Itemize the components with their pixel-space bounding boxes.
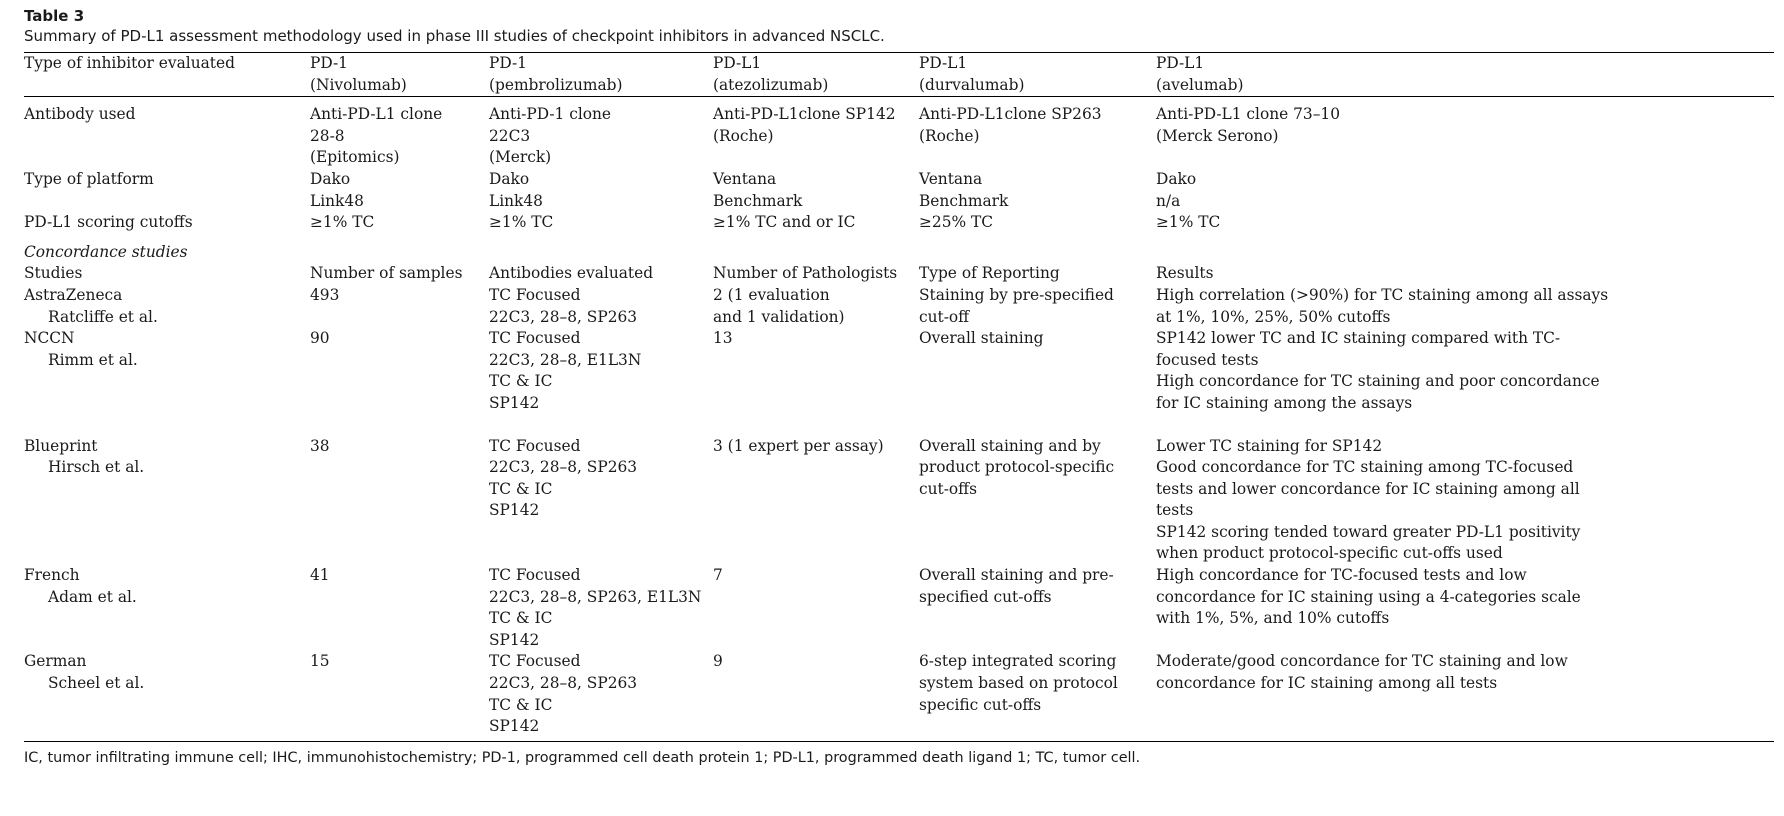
table-cell: Number of samples <box>310 264 463 283</box>
table-cell: Dako Link48 <box>489 169 543 210</box>
document-page <box>24 6 1774 768</box>
pd-l1-methodology-table <box>24 52 1774 742</box>
table-cell: Dako n/a <box>1156 169 1197 210</box>
table-row-study-nccn <box>24 328 1774 414</box>
table-row-studies-header <box>24 263 1774 285</box>
table-cell: TC Focused 22C3, 28–8, SP263, E1L3N TC & IC SP142 <box>489 566 702 649</box>
table-cell: 3 (1 expert per assay) <box>713 436 884 455</box>
table-cell: TC Focused 22C3, 28–8, SP263 TC & IC SP142 <box>489 652 638 736</box>
table-cell: 38 <box>310 436 330 455</box>
table-cell: Results <box>1156 264 1214 283</box>
table-cell: Anti-PD-L1 clone 73–10 (Merck Serono) <box>1156 105 1341 145</box>
table-cell: TC Focused 22C3, 28–8, SP263 <box>489 285 638 326</box>
table-row-study-french <box>24 565 1774 651</box>
row-label-platform: Type of platform <box>24 169 154 188</box>
table-cell: Anti-PD-1 clone 22C3 (Merck) <box>489 105 612 167</box>
table-cell: 2 (1 evaluation and 1 validation) <box>713 285 845 326</box>
table-cell: 493 <box>310 285 340 304</box>
table-cell: Antibodies evaluated <box>489 264 654 283</box>
table-cell: Anti-PD-L1clone SP263 (Roche) <box>919 105 1102 145</box>
table-row-concordance-heading <box>24 234 1774 264</box>
study-name-cell: AstraZeneca Ratcliffe et al. <box>24 285 158 326</box>
study-name-cell: Blueprint Hirsch et al. <box>24 436 145 477</box>
table-cell: Overall staining <box>919 329 1044 348</box>
table-cell: Overall staining and by product protocol-specific cut-offs <box>919 436 1115 498</box>
table-cell: Staining by pre-specified cut-off <box>919 285 1114 326</box>
table-cell: 41 <box>310 566 330 585</box>
table-row-platform <box>24 169 1774 212</box>
header-pembrolizumab: PD-1 (pembrolizumab) <box>489 54 623 94</box>
table-cell: 9 <box>713 652 723 671</box>
table-row-study-german <box>24 651 1774 741</box>
table-cell: High concordance for TC-focused tests and low concordance for IC staining using a 4-categories scale with 1%, 5%, and 10% cutoffs <box>1156 566 1581 628</box>
table-cell: 90 <box>310 329 330 348</box>
table-cell: TC Focused 22C3, 28–8, E1L3N TC & IC SP142 <box>489 329 642 412</box>
header-durvalumab: PD-L1 (durvalumab) <box>919 54 1025 94</box>
row-label-studies: Studies <box>24 264 83 283</box>
concordance-heading: Concordance studies <box>24 242 188 261</box>
table-cell: Type of Reporting <box>919 264 1060 283</box>
table-cell: Ventana Benchmark <box>713 169 803 210</box>
table-cell: Ventana Benchmark <box>919 169 1009 210</box>
header-inhibitor-type: Type of inhibitor evaluated <box>24 54 235 72</box>
table-cell: ≥25% TC <box>919 213 994 232</box>
table-cell: Overall staining and pre- specified cut-offs <box>919 566 1114 606</box>
table-cell: ≥1% TC and or IC <box>713 213 856 232</box>
row-label-cutoffs: PD-L1 scoring cutoffs <box>24 213 193 232</box>
table-cell: High correlation (>90%) for TC staining among all assays at 1%, 10%, 25%, 50% cutoffs <box>1156 285 1609 326</box>
table-cell: Number of Pathologists <box>713 264 898 283</box>
table-cell: ≥1% TC <box>1156 213 1221 232</box>
table-cell: 7 <box>713 566 723 585</box>
study-name-cell: NCCN Rimm et al. <box>24 329 138 369</box>
table-cell: 15 <box>310 652 330 671</box>
table-cell: 6-step integrated scoring system based on protocol specific cut-offs <box>919 652 1118 714</box>
header-avelumab: PD-L1 (avelumab) <box>1156 54 1244 94</box>
row-label-antibody: Antibody used <box>24 105 136 124</box>
table-cell: 13 <box>713 329 733 348</box>
table-cell: SP142 lower TC and IC staining compared with TC- focused tests High concordance for TC staining and poor concordance for IC staining among the assays <box>1156 329 1600 412</box>
table-row-cutoffs <box>24 212 1774 234</box>
table-cell: TC Focused 22C3, 28–8, SP263 TC & IC SP142 <box>489 436 638 520</box>
table-label: Table 3 <box>24 7 85 25</box>
table-cell: Anti-PD-L1clone SP142 (Roche) <box>713 105 896 145</box>
table-footnote: IC, tumor infiltrating immune cell; IHC, immunohistochemistry; PD-1, programmed cell death protein 1; PD-L1, programmed death ligand 1; TC, tumor cell. <box>24 749 1141 766</box>
header-atezolizumab: PD-L1 (atezolizumab) <box>713 54 829 94</box>
table-header-row <box>24 53 1774 97</box>
study-name-cell: French Adam et al. <box>24 566 137 606</box>
table-cell: Dako Link48 <box>310 169 364 210</box>
table-caption: Summary of PD-L1 assessment methodology used in phase III studies of checkpoint inhibitors in advanced NSCLC. <box>24 27 885 45</box>
table-row-antibody <box>24 97 1774 169</box>
table-cell: ≥1% TC <box>489 213 554 232</box>
table-cell: Moderate/good concordance for TC staining and low concordance for IC staining among all tests <box>1156 652 1568 693</box>
table-cell: ≥1% TC <box>310 213 375 232</box>
table-row-study-blueprint <box>24 415 1774 566</box>
header-nivolumab: PD-1 (Nivolumab) <box>310 54 407 94</box>
table-cell: Lower TC staining for SP142 Good concordance for TC staining among TC-focused tests and lower concordance for IC staining among all tests SP142 scoring tended toward greater PD-L1 positivity when product protocol-specific cut-offs used <box>1156 436 1581 563</box>
study-name-cell: German Scheel et al. <box>24 652 145 693</box>
table-row-study-astrazeneca <box>24 285 1774 328</box>
table-cell: Anti-PD-L1 clone 28-8 (Epitomics) <box>310 105 443 167</box>
